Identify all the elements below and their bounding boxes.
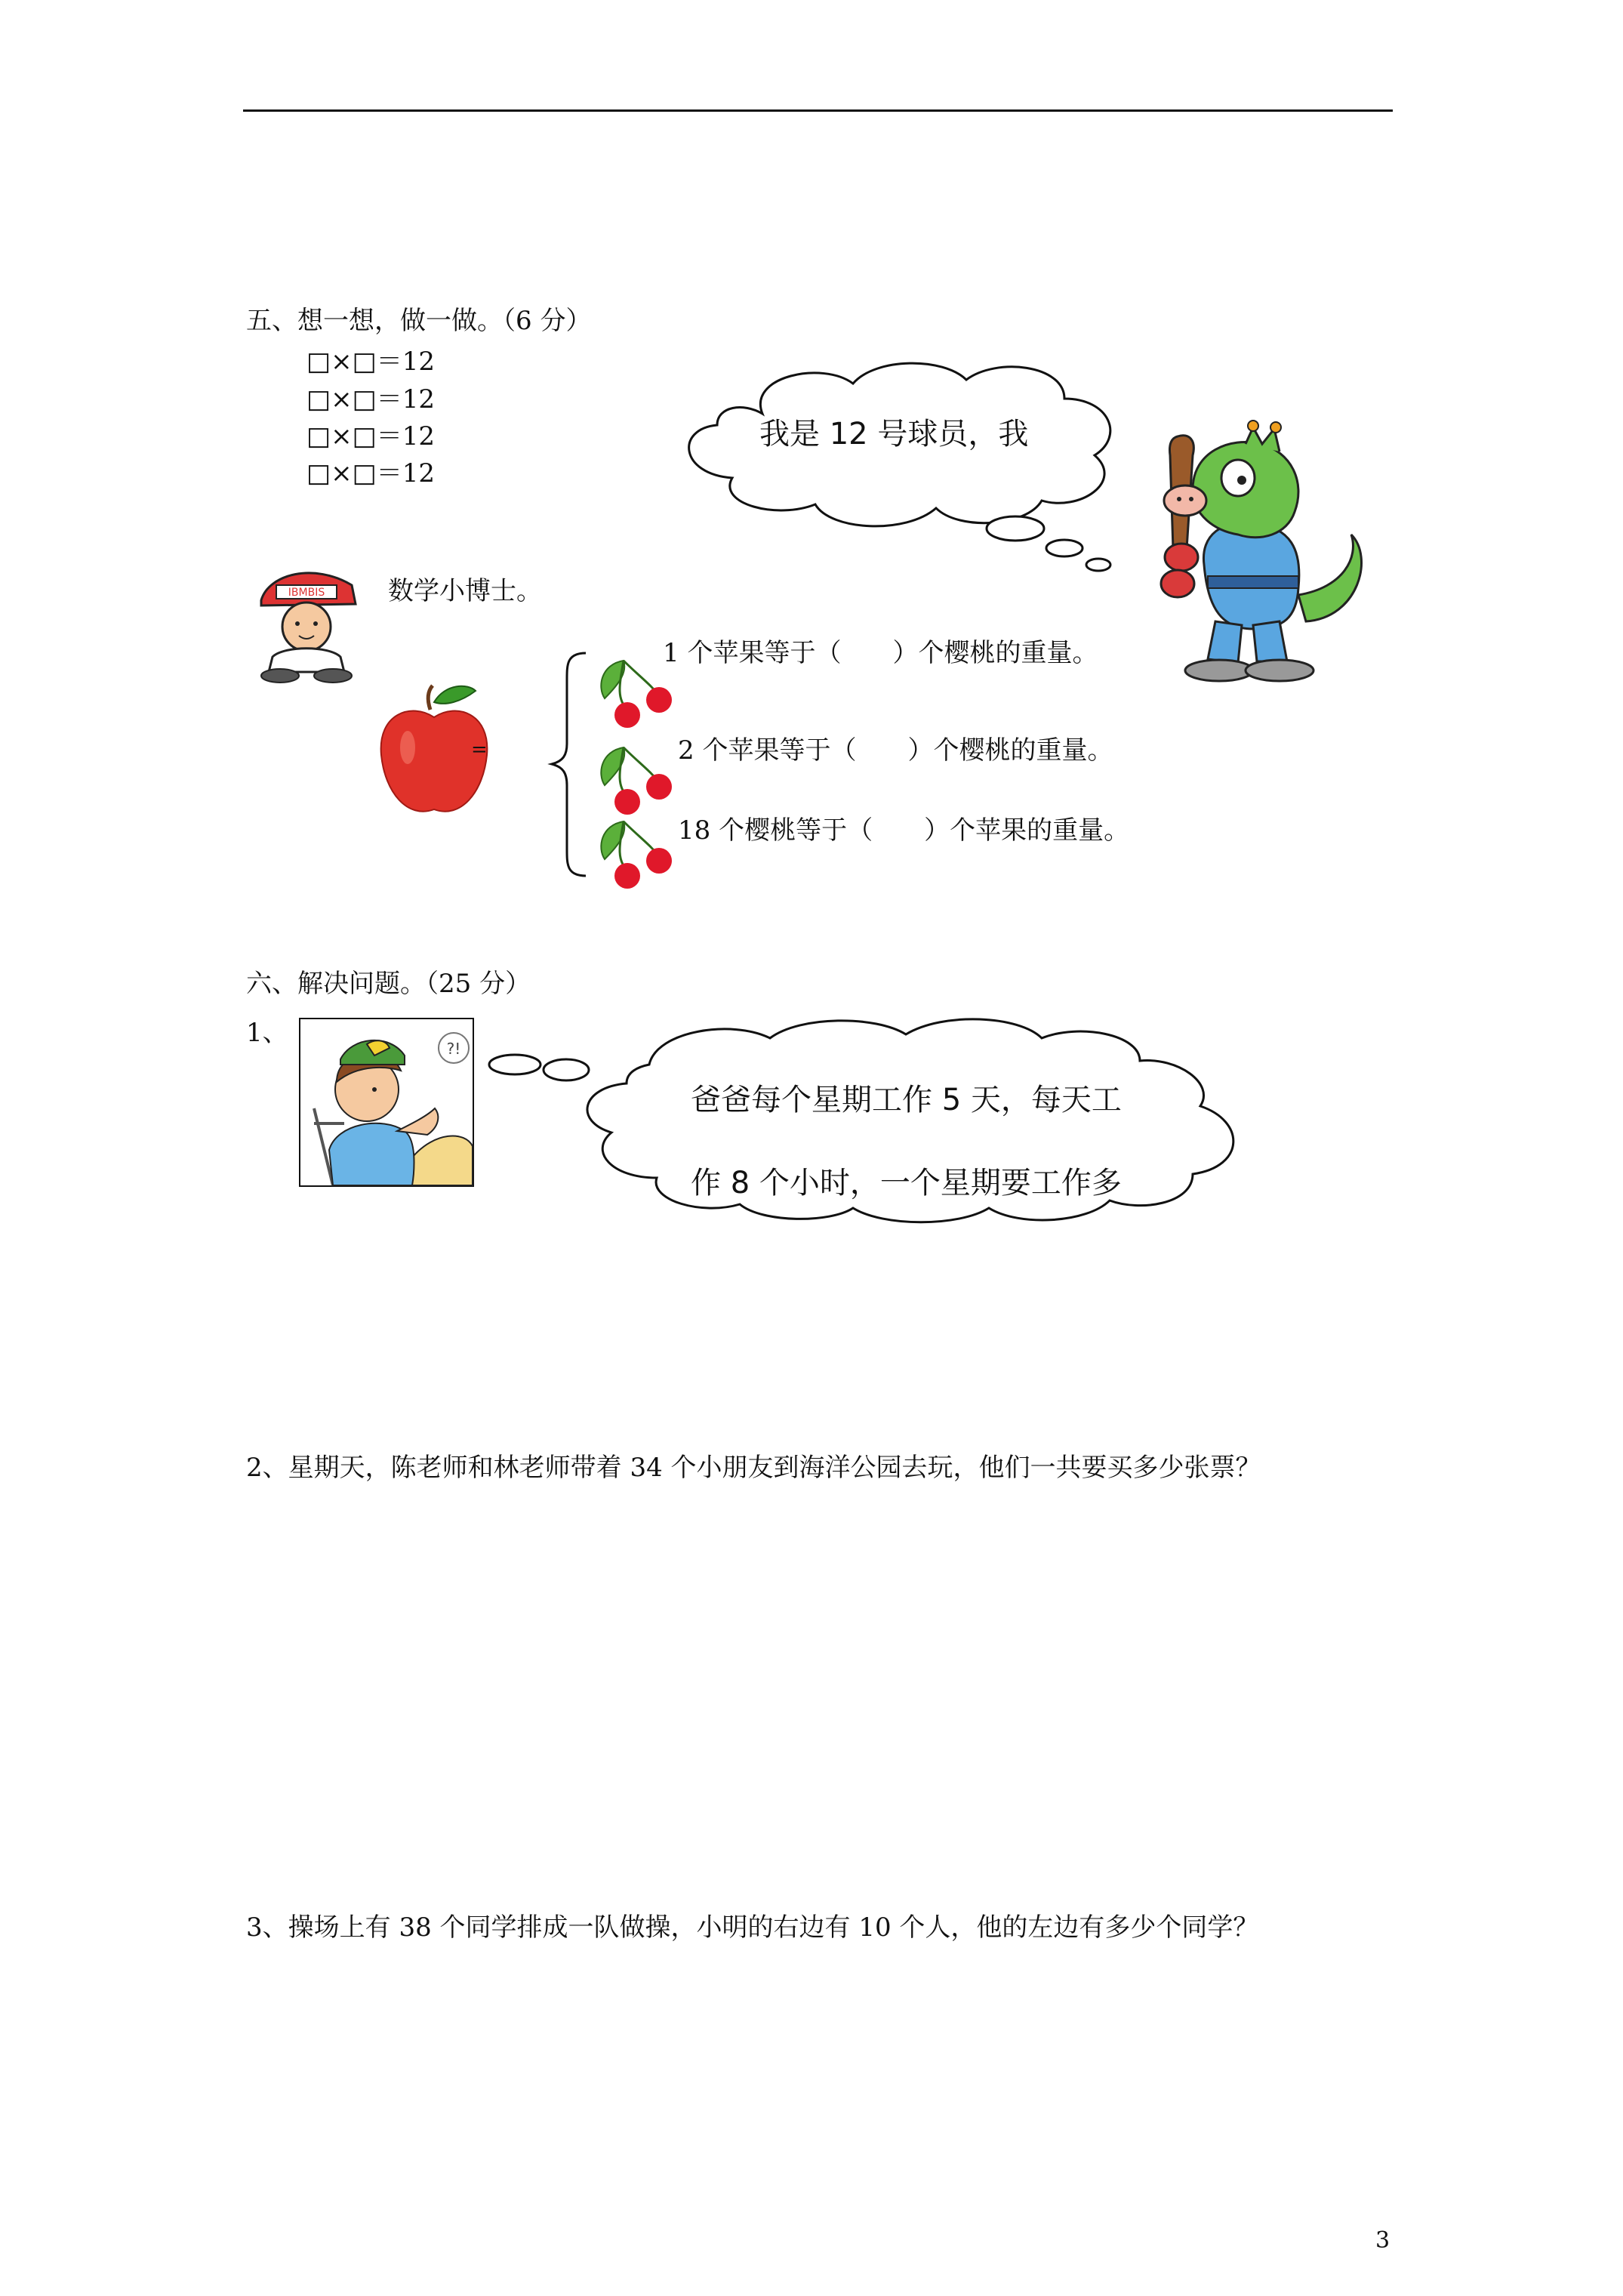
boy-illustration xyxy=(299,1018,474,1187)
cherry-icon xyxy=(593,806,680,889)
speech-cloud xyxy=(672,353,1155,572)
header-rule xyxy=(243,109,1393,112)
section5-heading: 五、想一想，做一做。（6 分） xyxy=(246,306,592,336)
question1-number: 1、 xyxy=(246,1018,288,1048)
equation-3: □×□＝12 xyxy=(306,421,435,451)
question3-text: 3、操场上有 38 个同学排成一队做操，小明的右边有 10 个人，他的左边有多少个同学？ xyxy=(246,1912,1259,1943)
section6-heading: 六、解决问题。（25 分） xyxy=(246,969,531,999)
player-speech: 我是 12 号球员，我 xyxy=(759,417,1029,451)
curly-brace xyxy=(548,649,593,880)
fruit-question-3: 18 个樱桃等于（ ）个苹果的重量。 xyxy=(678,815,1130,846)
thought-mark: ?! xyxy=(446,1040,461,1058)
math-doctor-label: 数学小博士。 xyxy=(388,576,542,606)
question1-text-line1: 爸爸每个星期工作 5 天，每天工 xyxy=(691,1083,1122,1117)
page-number: 3 xyxy=(1375,2227,1390,2254)
question1-line2-clip xyxy=(687,1159,1155,1200)
apple-equals: = xyxy=(471,738,488,761)
math-doctor-mascot xyxy=(246,559,367,687)
cap-logo: IBMBIS xyxy=(288,587,325,599)
question2-text: 2、星期天，陈老师和林老师带着 34 个小朋友到海洋公园去玩，他们一共要买多少张票？ xyxy=(246,1453,1261,1483)
equation-4: □×□＝12 xyxy=(306,458,435,488)
fruit-question-2: 2 个苹果等于（ ）个樱桃的重量。 xyxy=(678,735,1113,766)
cherry-icon xyxy=(593,732,680,815)
equation-1: □×□＝12 xyxy=(306,347,435,377)
question1-text-line2: 作 8 个小时，一个星期要工作多 xyxy=(691,1166,1122,1200)
equation-2: □×□＝12 xyxy=(306,384,435,415)
dinosaur-player-illustration xyxy=(1132,421,1374,686)
fruit-question-1: 1 个苹果等于（ ）个樱桃的重量。 xyxy=(663,638,1098,668)
